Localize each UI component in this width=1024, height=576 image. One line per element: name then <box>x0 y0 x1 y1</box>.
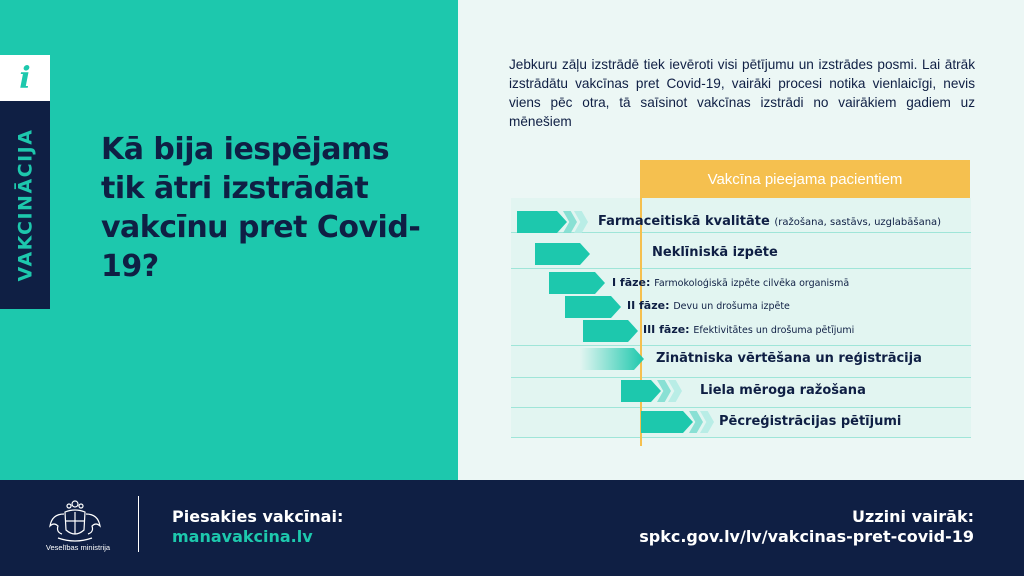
availability-banner: Vakcīna pieejama pacientiem <box>640 160 970 198</box>
more-info-title: Uzzini vairāk: <box>852 507 974 526</box>
footer-divider <box>138 496 139 552</box>
row-title: Farmaceitiskā kvalitāte <box>598 214 770 229</box>
info-badge <box>0 55 50 101</box>
timeline-bar-preclinical <box>535 243 590 265</box>
row-title: III fāze: <box>643 323 690 336</box>
ministry-name: Veselības ministrija <box>45 543 111 552</box>
row-detail: Efektivitātes un drošuma pētījumi <box>693 325 855 336</box>
chevron-arrows <box>657 380 679 402</box>
timeline-bar-phase3 <box>583 320 638 342</box>
timeline-bar-evaluation <box>580 348 644 370</box>
timeline-bar-postregistration <box>641 411 693 433</box>
row-title: II fāze: <box>627 299 670 312</box>
grid-line <box>511 377 971 378</box>
grid-line <box>511 345 971 346</box>
row-label-manufacturing: Liela mēroga ražošana <box>700 383 866 398</box>
category-tab <box>0 101 50 309</box>
row-label-phase3 <box>643 323 854 336</box>
timeline-bar-phase2 <box>565 296 621 318</box>
row-label-phase2 <box>627 299 790 312</box>
grid-line <box>511 437 971 438</box>
timeline-chart <box>511 198 971 438</box>
info-icon: i <box>19 60 31 96</box>
row-label-preclinical: Neklīniskā izpēte <box>652 245 778 260</box>
chevron-icon <box>563 211 577 233</box>
more-info-link[interactable]: spkc.gov.lv/lv/vakcinas-pret-covid-19 <box>639 527 974 546</box>
row-detail: Devu un drošuma izpēte <box>673 301 790 312</box>
row-label-pharma <box>598 214 941 229</box>
cta-link[interactable]: manavakcina.lv <box>172 527 313 546</box>
row-label-postregistration: Pēcreģistrācijas pētījumi <box>719 414 902 429</box>
row-label-phase1 <box>612 276 849 289</box>
row-detail: (ražošana, sastāvs, uzglabāšana) <box>774 217 942 228</box>
page-title: Kā bija iespējams tik ātri izstrādāt vakcīnu pret Covid-19? <box>101 132 421 284</box>
timeline-bar-phase1 <box>549 272 605 294</box>
row-title: I fāze: <box>612 276 651 289</box>
grid-line <box>511 268 971 269</box>
row-detail: Farmokoloģiskā izpēte cilvēka organismā <box>654 278 850 289</box>
intro-paragraph: Jebkuru zāļu izstrādē tiek ievēroti visi pētījumu un izstrādes posmi. Lai ātrāk izstrādātu vakcīnas pret Covid-19, vairāki procesi notika vienlaicīgi, nevis viens pēc otra, tā saīsinot vakcīnas izstrādi no vairākiem gadiem uz mēnešiem <box>509 57 975 129</box>
chevron-arrows <box>689 411 711 433</box>
chevron-icon <box>657 380 671 402</box>
grid-line <box>511 407 971 408</box>
chevron-arrows <box>563 211 585 233</box>
cta-title: Piesakies vakcīnai: <box>172 507 344 526</box>
timeline-bar-pharma <box>517 211 567 233</box>
row-label-evaluation: Zinātniska vērtēšana un reģistrācija <box>656 351 922 366</box>
category-label: VAKCINĀCIJA <box>14 128 36 282</box>
chevron-icon <box>689 411 703 433</box>
